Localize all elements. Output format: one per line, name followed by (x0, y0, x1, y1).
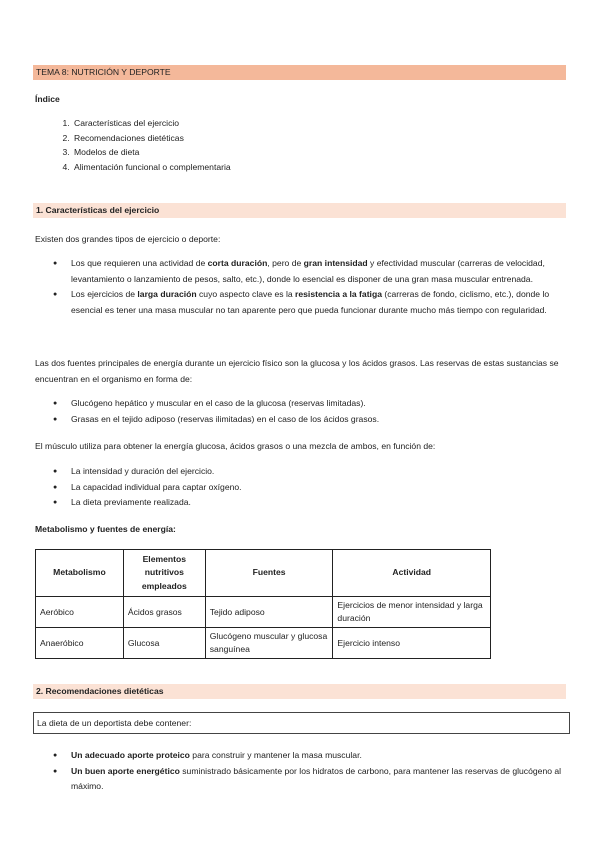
column-header: Metabolismo (36, 550, 124, 597)
table-header-row (36, 550, 491, 597)
list-item: ● Los que requieren una actividad de corta duración, pero de gran intensidad y efectividad muscular (carreras de velocidad, levantamiento o lanzamiento de pesos, salto, etc.), donde lo esencial es disponer de una gran masa muscular entrenada. (35, 256, 570, 287)
section1-heading: 1. Características del ejercicio (33, 203, 566, 218)
table-cell: Anaeróbico (36, 628, 124, 659)
column-header: Actividad (333, 550, 491, 597)
metabolism-table (35, 549, 491, 659)
table-cell: Glucosa (123, 628, 205, 659)
list-item: ● Un adecuado aporte proteico para construir y mantener la masa muscular. (35, 748, 570, 764)
index-heading: Índice (35, 94, 60, 104)
index-item: 2. Recomendaciones dietéticas (72, 131, 231, 146)
table-cell: Aeróbico (36, 597, 124, 628)
index-item: 1. Características del ejercicio (72, 116, 231, 131)
table-row (36, 628, 491, 659)
factors-list (35, 464, 570, 511)
index-list (36, 116, 231, 174)
index-item: 3. Modelos de dieta (72, 145, 231, 160)
section1-intro: Existen dos grandes tipos de ejercicio o deporte: (35, 234, 221, 244)
list-item: ● La dieta previamente realizada. (35, 495, 570, 511)
table-cell: Ácidos grasos (123, 597, 205, 628)
column-header: Fuentes (205, 550, 333, 597)
list-item: ● Los ejercicios de larga duración cuyo aspecto clave es la resistencia a la fatiga (carreras de fondo, ciclismo, etc.), donde lo esencial es tener una masa muscular no tan aparente pero que pueda funcionar durante mucho más tiempo con regularidad. (35, 287, 570, 318)
energy-paragraph: Las dos fuentes principales de energía durante un ejercicio físico son la glucosa y los ácidos grasos. Las reservas de estas sustancias se encuentran en el organismo en forma de: (35, 358, 559, 384)
list-item: ● Grasas en el tejido adiposo (reservas ilimitadas) en el caso de los ácidos grasos. (35, 412, 570, 428)
muscle-paragraph: El músculo utiliza para obtener la energía glucosa, ácidos grasos o una mezcla de ambos, en función de: (35, 441, 436, 451)
index-item: 4. Alimentación funcional o complementaria (72, 160, 231, 175)
table-cell: Ejercicios de menor intensidad y larga duración (333, 597, 491, 628)
list-item: ● Un buen aporte energético suministrado básicamente por los hidratos de carbono, para mantener las reservas de glucógeno al máximo. (35, 764, 570, 795)
table-row (36, 597, 491, 628)
list-item: ● Glucógeno hepático y muscular en el caso de la glucosa (reservas limitadas). (35, 396, 570, 412)
diet-recommendations-list (35, 748, 570, 795)
list-item: ● La capacidad individual para captar oxígeno. (35, 480, 570, 496)
exercise-types-list (35, 256, 570, 318)
table-cell: Ejercicio intenso (333, 628, 491, 659)
table-cell: Tejido adiposo (205, 597, 333, 628)
column-header: Elementos nutritivos empleados (123, 550, 205, 597)
list-item: ● La intensidad y duración del ejercicio. (35, 464, 570, 480)
reserves-list (35, 396, 570, 427)
section2-heading: 2. Recomendaciones dietéticas (33, 684, 566, 699)
table-cell: Glucógeno muscular y glucosa sanguínea (205, 628, 333, 659)
diet-box: La dieta de un deportista debe contener: (33, 712, 570, 734)
table-title: Metabolismo y fuentes de energía: (35, 524, 176, 534)
document-title: TEMA 8: NUTRICIÓN Y DEPORTE (33, 65, 566, 80)
